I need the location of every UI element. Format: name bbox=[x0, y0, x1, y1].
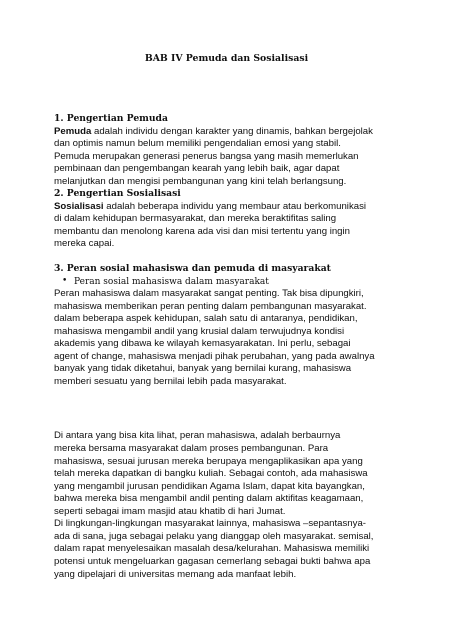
paragraph-line: bahwa mereka bisa mengambil andil penting dalam aktifitas keagamaan, bbox=[54, 493, 364, 505]
section-2-line: membantu dan menolong karena ada visi dan misi tertentu yang ingin bbox=[54, 225, 350, 237]
term-sosialisasi: Sosialisasi bbox=[54, 200, 104, 212]
paragraph-line: ada di sana, juga sebagai pelaku yang dianggap oleh masyarakat. semisal, bbox=[54, 530, 374, 542]
page-title: BAB IV Pemuda dan Sosialisasi bbox=[144, 53, 309, 64]
paragraph-line: Peran mahasiswa dalam masyarakat sangat penting. Tak bisa dipungkiri, bbox=[54, 288, 364, 300]
section-1-line bbox=[54, 126, 410, 139]
paragraph-line: seperti sebagai imam masjid atau khatib di hari Jumat. bbox=[54, 505, 286, 517]
section-1-line: pembinaan dan pengembangan kearah yang lebih baik, agar dapat bbox=[54, 163, 340, 175]
section-1-line: Pemuda merupakan generasi penerus bangsa yang masih memerlukan bbox=[54, 150, 359, 162]
paragraph-line: yang mengambil jurusan pendidikan Agama Islam, dapat kita bayangkan, bbox=[54, 480, 365, 492]
bullet-dot-icon: • bbox=[62, 275, 68, 286]
paragraph-line: akademis yang dibawa ke wilayah kemasyarakatan. Ini perlu, sebagai bbox=[54, 338, 351, 350]
paragraph-line: mahasiswa, sesuai jurusan mereka berupaya mengaplikasikan apa yang bbox=[54, 455, 363, 467]
paragraph-line: mereka bersama masyarakat dalam proses pembangunan. Para bbox=[54, 443, 329, 455]
paragraph-line: mahasiswa mengambil andil yang krusial dalam terwujudnya kondisi bbox=[54, 325, 345, 337]
bullet-text: Peran sosial mahasiswa dalam masyarakat bbox=[74, 276, 269, 287]
paragraph-line: mahasiswa memberikan peran penting dalam pembangunan masyarakat. bbox=[54, 300, 367, 312]
term-pemuda: Pemuda bbox=[54, 125, 92, 137]
paragraph-line: Di lingkungan-lingkungan masyarakat lainnya, mahasiswa –sepantasnya- bbox=[54, 518, 366, 530]
section-2-heading: 2. Pengertian Sosialisasi bbox=[54, 188, 181, 200]
section-2-line-text: adalah beberapa individu yang membaur atau berkomunikasi bbox=[103, 200, 367, 212]
section-2-line: di dalam kehidupan bermasyarakat, dan mereka beraktifitas saling bbox=[54, 213, 337, 225]
document-body bbox=[54, 113, 410, 581]
section-1-heading: 1. Pengertian Pemuda bbox=[54, 113, 168, 124]
paragraph-line: telah mereka dapatkan di bangku kuliah. Sebagai contoh, ada mahasiswa bbox=[54, 468, 368, 480]
spacer bbox=[54, 388, 410, 430]
paragraph-line: Di antara yang bisa kita lihat, peran mahasiswa, adalah berbaurnya bbox=[54, 430, 341, 442]
section-1-line: dan optimis namun belum memiliki pengendalian emosi yang stabil. bbox=[54, 138, 341, 150]
paragraph-line: agent of change, mahasiswa menjadi pihak perubahan, yang pada awalnya bbox=[54, 350, 375, 362]
bullet-item bbox=[54, 276, 410, 289]
section-1-line: melanjutkan dan mengisi pembangunan yang kini telah berlangsung. bbox=[54, 175, 347, 187]
section-1-line-text: adalah individu dengan karakter yang dinamis, bahkan bergejolak bbox=[91, 125, 373, 137]
paragraph-line: dalam rapat menyelesaikan masalah desa/kelurahan. Mahasiswa memiliki bbox=[54, 543, 370, 555]
paragraph-line: yang dipelajari di universitas memang ada manfaat lebih. bbox=[54, 568, 297, 580]
section-2-line: mereka capai. bbox=[54, 238, 115, 250]
paragraph-line: banyak yang tidak diketahui, banyak yang bernilai kurang, mahasiswa bbox=[54, 363, 352, 375]
spacer bbox=[54, 251, 410, 263]
section-3-heading: 3. Peran sosial mahasiswa dan pemuda di masyarakat bbox=[54, 263, 331, 275]
section-2-line bbox=[54, 201, 410, 214]
paragraph-line: memberi sesuatu yang bernilai lebih pada masyarakat. bbox=[54, 375, 287, 387]
paragraph-line: potensi untuk mengeluarkan gagasan cemerlang sebagai bukti bahwa apa bbox=[54, 555, 371, 567]
paragraph-line: dalam beberapa aspek kehidupan, salah satu di antaranya, pendidikan, bbox=[54, 313, 358, 325]
